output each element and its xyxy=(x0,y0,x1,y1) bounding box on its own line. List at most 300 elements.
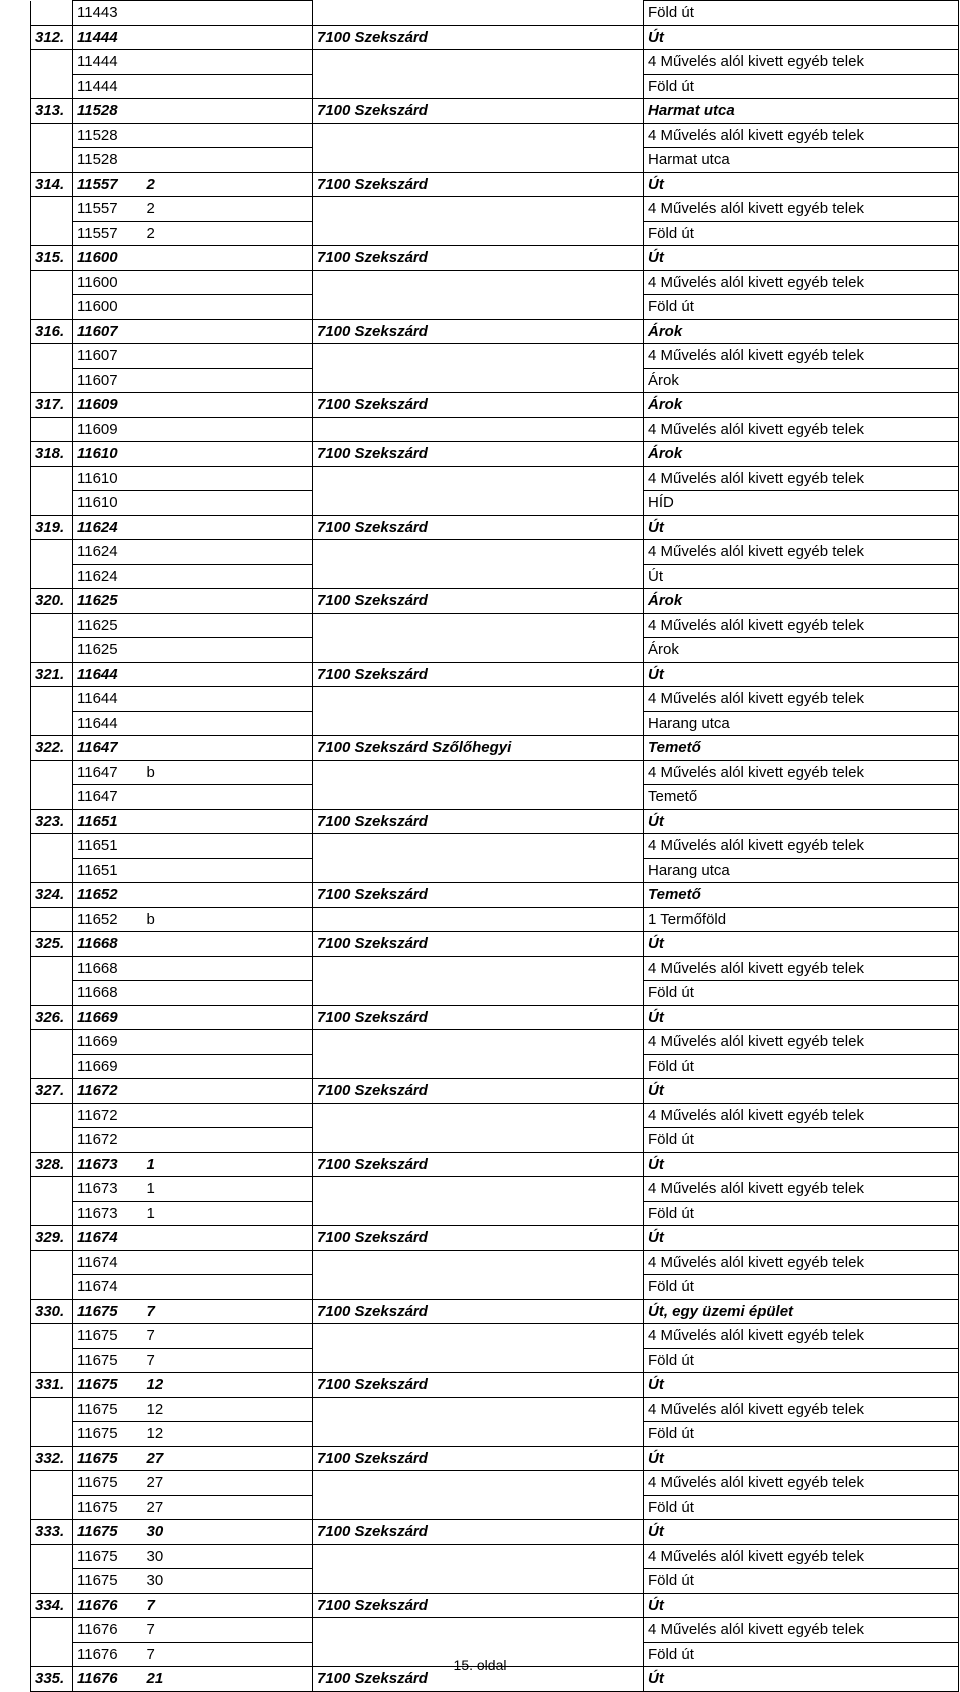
sub-parcel-number: 12 xyxy=(143,1397,313,1422)
row-number xyxy=(31,1,73,26)
row-number xyxy=(31,1030,73,1055)
locality: 7100 Szekszárd xyxy=(313,1593,644,1618)
parcel-number: 11607 xyxy=(73,319,143,344)
parcel-header-row xyxy=(31,1226,959,1251)
sub-parcel-number: 1 xyxy=(143,1152,313,1177)
land-use: 4 Művelés alól kivett egyéb telek xyxy=(644,687,959,712)
row-number xyxy=(31,123,73,148)
sub-parcel-number: 7 xyxy=(143,1348,313,1373)
sub-parcel-number: 12 xyxy=(143,1422,313,1447)
locality: 7100 Szekszárd xyxy=(313,1299,644,1324)
row-number xyxy=(31,1128,73,1153)
land-use: Út xyxy=(644,246,959,271)
locality xyxy=(313,785,644,810)
row-number: 314. xyxy=(31,172,73,197)
parcel-number: 11610 xyxy=(73,466,143,491)
parcel-header-row xyxy=(31,662,959,687)
row-number xyxy=(31,1348,73,1373)
locality xyxy=(313,1,644,26)
parcel-header-row xyxy=(31,1520,959,1545)
land-use: 4 Művelés alól kivett egyéb telek xyxy=(644,834,959,859)
locality xyxy=(313,760,644,785)
parcel-number: 11675 xyxy=(73,1471,143,1496)
parcel-detail-row xyxy=(31,956,959,981)
locality: 7100 Szekszárd xyxy=(313,1446,644,1471)
land-use: Föld út xyxy=(644,981,959,1006)
locality xyxy=(313,1618,644,1643)
parcel-number: 11668 xyxy=(73,981,143,1006)
row-number: 321. xyxy=(31,662,73,687)
parcel-detail-row xyxy=(31,687,959,712)
locality xyxy=(313,295,644,320)
sub-parcel-number xyxy=(143,319,313,344)
parcel-detail-row xyxy=(31,1128,959,1153)
row-number xyxy=(31,344,73,369)
locality: 7100 Szekszárd xyxy=(313,662,644,687)
row-number: 334. xyxy=(31,1593,73,1618)
locality xyxy=(313,270,644,295)
locality: 7100 Szekszárd xyxy=(313,1005,644,1030)
locality xyxy=(313,1471,644,1496)
parcel-number: 11625 xyxy=(73,613,143,638)
sub-parcel-number xyxy=(143,417,313,442)
sub-parcel-number xyxy=(143,785,313,810)
row-number: 333. xyxy=(31,1520,73,1545)
parcel-number: 11624 xyxy=(73,540,143,565)
locality: 7100 Szekszárd xyxy=(313,246,644,271)
locality xyxy=(313,540,644,565)
locality xyxy=(313,858,644,883)
locality xyxy=(313,197,644,222)
parcel-detail-row xyxy=(31,1275,959,1300)
land-use: Föld út xyxy=(644,1348,959,1373)
land-use: 4 Művelés alól kivett egyéb telek xyxy=(644,613,959,638)
land-use: Út, egy üzemi épület xyxy=(644,1299,959,1324)
sub-parcel-number xyxy=(143,662,313,687)
sub-parcel-number xyxy=(143,858,313,883)
locality xyxy=(313,1422,644,1447)
parcel-number: 11600 xyxy=(73,270,143,295)
locality: 7100 Szekszárd xyxy=(313,393,644,418)
sub-parcel-number xyxy=(143,1054,313,1079)
parcel-detail-row xyxy=(31,834,959,859)
parcel-number: 11669 xyxy=(73,1030,143,1055)
sub-parcel-number: 27 xyxy=(143,1471,313,1496)
row-number xyxy=(31,1422,73,1447)
row-number xyxy=(31,785,73,810)
locality: 7100 Szekszárd xyxy=(313,589,644,614)
row-number xyxy=(31,760,73,785)
parcel-detail-row xyxy=(31,564,959,589)
land-use: Út xyxy=(644,1446,959,1471)
parcel-number: 11673 xyxy=(73,1201,143,1226)
parcel-detail-row xyxy=(31,491,959,516)
parcel-number: 11675 xyxy=(73,1446,143,1471)
land-use: 4 Művelés alól kivett egyéb telek xyxy=(644,1618,959,1643)
land-use: 4 Művelés alól kivett egyéb telek xyxy=(644,1471,959,1496)
land-use: 4 Művelés alól kivett egyéb telek xyxy=(644,540,959,565)
land-use: 4 Művelés alól kivett egyéb telek xyxy=(644,344,959,369)
sub-parcel-number xyxy=(143,1079,313,1104)
sub-parcel-number: b xyxy=(143,760,313,785)
parcel-number: 11668 xyxy=(73,956,143,981)
locality: 7100 Szekszárd xyxy=(313,172,644,197)
parcel-detail-row xyxy=(31,1250,959,1275)
row-number xyxy=(31,1471,73,1496)
parcel-detail-row xyxy=(31,270,959,295)
row-number xyxy=(31,197,73,222)
parcel-number: 11675 xyxy=(73,1569,143,1594)
locality: 7100 Szekszárd xyxy=(313,515,644,540)
row-number: 335. xyxy=(31,1667,73,1692)
parcel-detail-row xyxy=(31,123,959,148)
parcel-number: 11610 xyxy=(73,442,143,467)
row-number xyxy=(31,368,73,393)
parcel-detail-row xyxy=(31,74,959,99)
parcel-detail-row xyxy=(31,1495,959,1520)
row-number: 313. xyxy=(31,99,73,124)
parcel-header-row xyxy=(31,1373,959,1398)
parcel-detail-row xyxy=(31,1030,959,1055)
row-number: 332. xyxy=(31,1446,73,1471)
row-number: 329. xyxy=(31,1226,73,1251)
sub-parcel-number xyxy=(143,74,313,99)
parcel-number: 11676 xyxy=(73,1618,143,1643)
land-use: Föld út xyxy=(644,1569,959,1594)
parcel-number: 11528 xyxy=(73,148,143,173)
parcel-number: 11607 xyxy=(73,368,143,393)
locality xyxy=(313,564,644,589)
parcel-header-row xyxy=(31,1593,959,1618)
land-use: Temető xyxy=(644,736,959,761)
locality xyxy=(313,368,644,393)
sub-parcel-number xyxy=(143,148,313,173)
land-use: Út xyxy=(644,1593,959,1618)
land-use: Út xyxy=(644,515,959,540)
parcel-number: 11672 xyxy=(73,1128,143,1153)
parcel-number: 11676 xyxy=(73,1667,143,1692)
parcel-detail-row xyxy=(31,711,959,736)
land-use: Föld út xyxy=(644,1422,959,1447)
row-number xyxy=(31,1324,73,1349)
parcel-detail-row xyxy=(31,981,959,1006)
parcel-table-body xyxy=(31,1,959,1692)
parcel-detail-row xyxy=(31,221,959,246)
parcel-detail-row xyxy=(31,907,959,932)
parcel-number: 11675 xyxy=(73,1299,143,1324)
locality xyxy=(313,1495,644,1520)
row-number xyxy=(31,907,73,932)
parcel-number: 11672 xyxy=(73,1103,143,1128)
land-use: Harmat utca xyxy=(644,99,959,124)
sub-parcel-number xyxy=(143,883,313,908)
parcel-number: 11624 xyxy=(73,564,143,589)
sub-parcel-number xyxy=(143,99,313,124)
land-use: Út xyxy=(644,1667,959,1692)
parcel-detail-row xyxy=(31,417,959,442)
parcel-number: 11625 xyxy=(73,589,143,614)
locality xyxy=(313,711,644,736)
sub-parcel-number xyxy=(143,123,313,148)
row-number xyxy=(31,613,73,638)
land-use: 4 Művelés alól kivett egyéb telek xyxy=(644,1397,959,1422)
parcel-number: 11444 xyxy=(73,25,143,50)
parcel-detail-row xyxy=(31,1348,959,1373)
parcel-detail-row xyxy=(31,466,959,491)
parcel-number: 11557 xyxy=(73,221,143,246)
locality xyxy=(313,687,644,712)
parcel-detail-row xyxy=(31,1569,959,1594)
land-use: Harang utca xyxy=(644,858,959,883)
locality xyxy=(313,148,644,173)
parcel-detail-row xyxy=(31,295,959,320)
parcel-detail-row xyxy=(31,368,959,393)
parcel-detail-row xyxy=(31,1618,959,1643)
parcel-number: 11675 xyxy=(73,1520,143,1545)
parcel-header-row xyxy=(31,736,959,761)
land-use: Út xyxy=(644,1226,959,1251)
parcel-number: 11676 xyxy=(73,1642,143,1667)
parcel-detail-row xyxy=(31,1201,959,1226)
land-use: Árok xyxy=(644,393,959,418)
land-use: 4 Művelés alól kivett egyéb telek xyxy=(644,1030,959,1055)
parcel-number: 11675 xyxy=(73,1544,143,1569)
parcel-number: 11625 xyxy=(73,638,143,663)
land-use: Árok xyxy=(644,638,959,663)
parcel-number: 11644 xyxy=(73,711,143,736)
locality xyxy=(313,1103,644,1128)
parcel-number: 11651 xyxy=(73,809,143,834)
sub-parcel-number: 27 xyxy=(143,1446,313,1471)
parcel-number: 11651 xyxy=(73,834,143,859)
sub-parcel-number xyxy=(143,344,313,369)
row-number xyxy=(31,295,73,320)
parcel-number: 11644 xyxy=(73,662,143,687)
sub-parcel-number xyxy=(143,711,313,736)
parcel-number: 11600 xyxy=(73,295,143,320)
row-number: 312. xyxy=(31,25,73,50)
locality xyxy=(313,638,644,663)
parcel-number: 11675 xyxy=(73,1373,143,1398)
row-number xyxy=(31,221,73,246)
parcel-number: 11674 xyxy=(73,1275,143,1300)
locality xyxy=(313,1128,644,1153)
parcel-detail-row xyxy=(31,1,959,26)
parcel-number: 11675 xyxy=(73,1324,143,1349)
row-number: 319. xyxy=(31,515,73,540)
locality xyxy=(313,956,644,981)
land-use: 4 Művelés alól kivett egyéb telek xyxy=(644,956,959,981)
sub-parcel-number xyxy=(143,1250,313,1275)
land-use: HÍD xyxy=(644,491,959,516)
sub-parcel-number: 7 xyxy=(143,1299,313,1324)
row-number: 322. xyxy=(31,736,73,761)
parcel-detail-row xyxy=(31,858,959,883)
sub-parcel-number: 7 xyxy=(143,1593,313,1618)
locality xyxy=(313,1030,644,1055)
locality: 7100 Szekszárd xyxy=(313,319,644,344)
row-number xyxy=(31,1275,73,1300)
sub-parcel-number xyxy=(143,270,313,295)
locality xyxy=(313,1397,644,1422)
parcel-number: 11673 xyxy=(73,1177,143,1202)
parcel-number: 11443 xyxy=(73,1,143,26)
land-use: Föld út xyxy=(644,1201,959,1226)
land-use: Harmat utca xyxy=(644,148,959,173)
parcel-detail-row xyxy=(31,1544,959,1569)
land-use: Föld út xyxy=(644,74,959,99)
sub-parcel-number xyxy=(143,1005,313,1030)
parcel-detail-row xyxy=(31,1177,959,1202)
sub-parcel-number xyxy=(143,393,313,418)
land-use: Út xyxy=(644,25,959,50)
sub-parcel-number xyxy=(143,687,313,712)
parcel-header-row xyxy=(31,319,959,344)
locality xyxy=(313,74,644,99)
parcel-header-row xyxy=(31,1079,959,1104)
row-number xyxy=(31,148,73,173)
parcel-header-row xyxy=(31,25,959,50)
page-number: 15. oldal xyxy=(453,1657,507,1673)
row-number xyxy=(31,1569,73,1594)
parcel-header-row xyxy=(31,393,959,418)
land-use: Föld út xyxy=(644,295,959,320)
sub-parcel-number xyxy=(143,442,313,467)
parcel-header-row xyxy=(31,1299,959,1324)
parcel-number: 11528 xyxy=(73,99,143,124)
sub-parcel-number: 12 xyxy=(143,1373,313,1398)
parcel-detail-row xyxy=(31,1054,959,1079)
sub-parcel-number: 27 xyxy=(143,1495,313,1520)
locality xyxy=(313,344,644,369)
sub-parcel-number xyxy=(143,246,313,271)
locality xyxy=(313,1275,644,1300)
row-number xyxy=(31,981,73,1006)
parcel-number: 11651 xyxy=(73,858,143,883)
land-use: Föld út xyxy=(644,1054,959,1079)
parcel-number: 11669 xyxy=(73,1054,143,1079)
land-use: Út xyxy=(644,809,959,834)
parcel-number: 11674 xyxy=(73,1226,143,1251)
sub-parcel-number xyxy=(143,589,313,614)
parcel-number: 11647 xyxy=(73,785,143,810)
sub-parcel-number xyxy=(143,466,313,491)
row-number: 315. xyxy=(31,246,73,271)
row-number xyxy=(31,491,73,516)
parcel-header-row xyxy=(31,1446,959,1471)
row-number xyxy=(31,466,73,491)
land-use: 4 Művelés alól kivett egyéb telek xyxy=(644,197,959,222)
land-use: Temető xyxy=(644,785,959,810)
parcel-number: 11675 xyxy=(73,1348,143,1373)
sub-parcel-number xyxy=(143,368,313,393)
parcel-number: 11675 xyxy=(73,1495,143,1520)
land-use: 4 Művelés alól kivett egyéb telek xyxy=(644,466,959,491)
land-use: Föld út xyxy=(644,1642,959,1667)
sub-parcel-number xyxy=(143,809,313,834)
land-use: 4 Művelés alól kivett egyéb telek xyxy=(644,270,959,295)
locality xyxy=(313,907,644,932)
parcel-number: 11652 xyxy=(73,883,143,908)
locality: 7100 Szekszárd xyxy=(313,25,644,50)
parcel-detail-row xyxy=(31,540,959,565)
locality xyxy=(313,466,644,491)
parcel-number: 11675 xyxy=(73,1397,143,1422)
land-use: Föld út xyxy=(644,221,959,246)
locality: 7100 Szekszárd xyxy=(313,1226,644,1251)
locality xyxy=(313,50,644,75)
parcel-number: 11610 xyxy=(73,491,143,516)
row-number xyxy=(31,858,73,883)
land-use: Harang utca xyxy=(644,711,959,736)
locality: 7100 Szekszárd xyxy=(313,1520,644,1545)
sub-parcel-number: 7 xyxy=(143,1324,313,1349)
land-use: 4 Művelés alól kivett egyéb telek xyxy=(644,123,959,148)
land-use: Temető xyxy=(644,883,959,908)
row-number xyxy=(31,564,73,589)
row-number: 330. xyxy=(31,1299,73,1324)
sub-parcel-number xyxy=(143,1030,313,1055)
land-use: 1 Termőföld xyxy=(644,907,959,932)
land-use: 4 Művelés alól kivett egyéb telek xyxy=(644,417,959,442)
parcel-number: 11607 xyxy=(73,344,143,369)
parcel-header-row xyxy=(31,442,959,467)
land-use: Árok xyxy=(644,368,959,393)
locality: 7100 Szekszárd xyxy=(313,809,644,834)
sub-parcel-number xyxy=(143,1103,313,1128)
row-number xyxy=(31,540,73,565)
sub-parcel-number xyxy=(143,295,313,320)
parcel-header-row xyxy=(31,1152,959,1177)
land-use: 4 Művelés alól kivett egyéb telek xyxy=(644,1250,959,1275)
sub-parcel-number: 2 xyxy=(143,221,313,246)
parcel-detail-row xyxy=(31,1324,959,1349)
parcel-detail-row xyxy=(31,197,959,222)
sub-parcel-number xyxy=(143,834,313,859)
sub-parcel-number xyxy=(143,540,313,565)
parcel-detail-row xyxy=(31,1103,959,1128)
parcel-header-row xyxy=(31,172,959,197)
sub-parcel-number: 2 xyxy=(143,172,313,197)
locality: 7100 Szekszárd xyxy=(313,442,644,467)
locality: 7100 Szekszárd Szőlőhegyi xyxy=(313,736,644,761)
row-number: 316. xyxy=(31,319,73,344)
sub-parcel-number xyxy=(143,932,313,957)
locality xyxy=(313,1348,644,1373)
sub-parcel-number xyxy=(143,613,313,638)
row-number xyxy=(31,956,73,981)
sub-parcel-number xyxy=(143,1128,313,1153)
row-number: 328. xyxy=(31,1152,73,1177)
row-number xyxy=(31,50,73,75)
parcel-header-row xyxy=(31,515,959,540)
land-use: Föld út xyxy=(644,1,959,26)
sub-parcel-number: 30 xyxy=(143,1544,313,1569)
parcel-number: 11609 xyxy=(73,393,143,418)
parcel-number: 11444 xyxy=(73,50,143,75)
locality xyxy=(313,1569,644,1594)
parcel-number: 11674 xyxy=(73,1250,143,1275)
locality xyxy=(313,1324,644,1349)
land-use: Út xyxy=(644,1005,959,1030)
locality: 7100 Szekszárd xyxy=(313,1667,644,1692)
land-use: Út xyxy=(644,564,959,589)
sub-parcel-number xyxy=(143,564,313,589)
locality xyxy=(313,221,644,246)
locality xyxy=(313,417,644,442)
locality xyxy=(313,1054,644,1079)
locality xyxy=(313,123,644,148)
